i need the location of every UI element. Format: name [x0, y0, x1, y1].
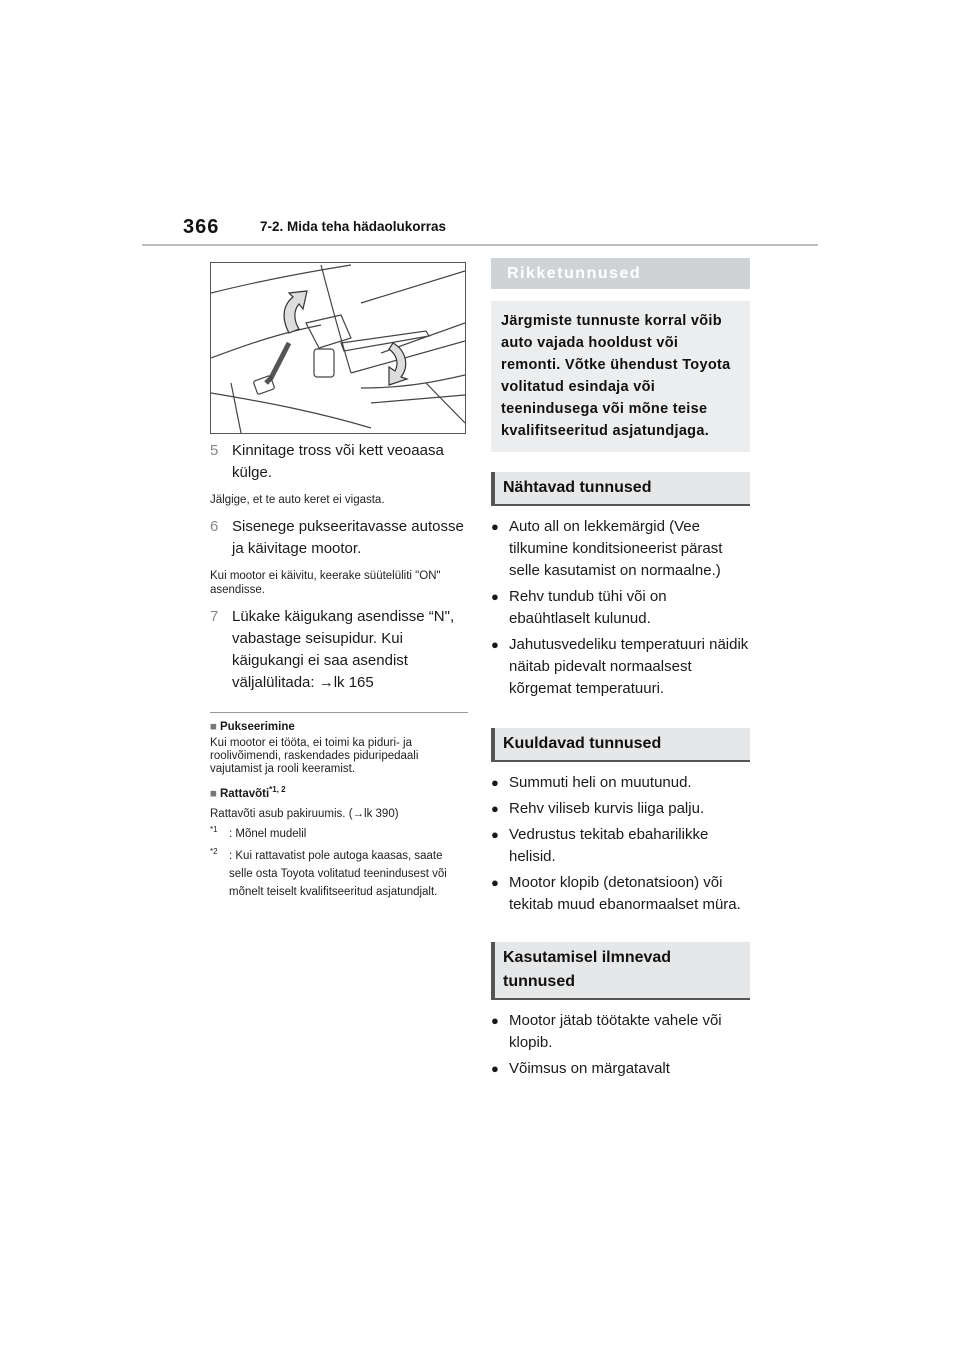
- step-6: [210, 516, 468, 597]
- left-column: [210, 440, 468, 901]
- list-item: [491, 824, 750, 868]
- section-divider: [210, 712, 468, 713]
- bullet-icon: ●: [491, 1013, 499, 1028]
- bullet-icon: ●: [491, 827, 499, 842]
- list-item-text: Mootor klopib (detonatsioon) või tekitab muud ebanormaalset müra.: [509, 874, 741, 913]
- bullet-icon: ●: [491, 589, 499, 604]
- symptoms-intro: Järgmiste tunnuste korral võib auto vajada hooldust või remonti. Võtke ühendust Toyota volitatud esindaja või teenindusega või mõne teise kvalifitseeritud asjatundjaga.: [491, 301, 750, 452]
- bullet-icon: ●: [491, 519, 499, 534]
- list-item: [491, 586, 750, 630]
- operational-symptoms-list: [491, 1010, 750, 1080]
- list-item: [491, 772, 750, 794]
- note-title: Pukseerimine: [219, 721, 295, 733]
- bullet-icon: ●: [491, 875, 499, 890]
- list-item-text: Mootor jätab töötakte vahele või klopib.: [509, 1012, 722, 1051]
- right-column: [491, 258, 750, 1084]
- list-item-text: Jahutusvedeliku temperatuuri näidik näitab pidevalt normaalsest kõrgemat temperatuuri.: [509, 636, 749, 697]
- step-7: [210, 606, 468, 694]
- step-5: [210, 440, 468, 507]
- footnote-1: [210, 825, 468, 843]
- footnote-2: [210, 847, 468, 901]
- list-item: [491, 516, 750, 582]
- step-note: Kui mootor ei käivitu, keerake süütelüliti "ON" asendisse.: [210, 570, 441, 596]
- step-number: 5: [210, 442, 219, 459]
- footnote-ref: *1, 2: [269, 785, 286, 795]
- footnote-text: : Mõnel mudelil: [229, 828, 307, 840]
- bullet-icon: ●: [491, 1061, 499, 1076]
- step-text: Kinnitage tross või kett veoaasa külge.: [232, 442, 444, 481]
- footnote-text: : Kui rattavatist pole autoga kaasas, saate selle osta Toyota volitatud teenindusest või mõnelt teiselt kvalifitseeritud asjatundjalt.: [229, 850, 447, 898]
- audible-symptoms-heading: Kuuldavad tunnused: [491, 728, 750, 762]
- section-title: 7-2. Mida teha hädaolukorras: [260, 219, 447, 234]
- tow-hook-drawing: [211, 263, 465, 433]
- step-number: 6: [210, 518, 219, 535]
- square-bullet-icon: ■: [210, 788, 217, 800]
- tow-hook-illustration: [210, 262, 466, 434]
- step-note: Jälgige, et te auto keret ei vigasta.: [210, 494, 385, 506]
- bullet-icon: ●: [491, 637, 499, 652]
- list-item: [491, 1010, 750, 1054]
- list-item: [491, 798, 750, 820]
- step-number: 7: [210, 608, 219, 625]
- list-item-text: Rehv viliseb kurvis liiga palju.: [509, 800, 705, 817]
- list-item: [491, 1058, 750, 1080]
- page-number: 366: [183, 216, 220, 238]
- note-text-towing: Kui mootor ei tööta, ei toimi ka piduri- ja roolivõimendi, raskendades piduripedaali vajutamist ja rooli keeramist.: [210, 737, 419, 775]
- bullet-icon: ●: [491, 775, 499, 790]
- visible-symptoms-list: [491, 516, 750, 700]
- symptoms-heading: Rikketunnused: [491, 258, 750, 289]
- note-heading-towing: [210, 719, 468, 735]
- square-bullet-icon: ■: [210, 721, 217, 733]
- list-item-text: Summuti heli on muutunud.: [509, 774, 692, 791]
- list-item: [491, 872, 750, 916]
- header-rule: [142, 244, 818, 246]
- footnote-mark: *1: [210, 825, 218, 835]
- list-item-text: Rehv tundub tühi või on ebaühtlaselt kulunud.: [509, 588, 667, 627]
- list-item-text: Võimsus on märgatavalt: [509, 1060, 670, 1077]
- footnote-mark: *2: [210, 847, 218, 857]
- visible-symptoms-heading: Nähtavad tunnused: [491, 472, 750, 506]
- note-title: Rattavõti: [219, 788, 270, 800]
- step-text: Sisenege pukseeritavasse autosse ja käivitage mootor.: [232, 518, 464, 557]
- bullet-icon: ●: [491, 801, 499, 816]
- list-item-text: Vedrustus tekitab ebaharilikke helisid.: [509, 826, 709, 865]
- list-item: [491, 634, 750, 700]
- step-text: Lükake käigukang asendisse “N", vabastage seisupidur. Kui käigukangi ei saa asendist väljalülitada: →lk 165: [232, 608, 455, 691]
- note-text-wrench: Rattavõti asub pakiruumis. (→lk 390): [210, 808, 399, 820]
- operational-symptoms-heading: Kasutamisel ilmnevad tunnused: [491, 942, 750, 1000]
- audible-symptoms-list: [491, 772, 750, 916]
- list-item-text: Auto all on lekkemärgid (Vee tilkumine konditsioneerist pärast selle kasutamist on normaalne.): [509, 518, 723, 579]
- note-heading-wrench: [210, 786, 468, 802]
